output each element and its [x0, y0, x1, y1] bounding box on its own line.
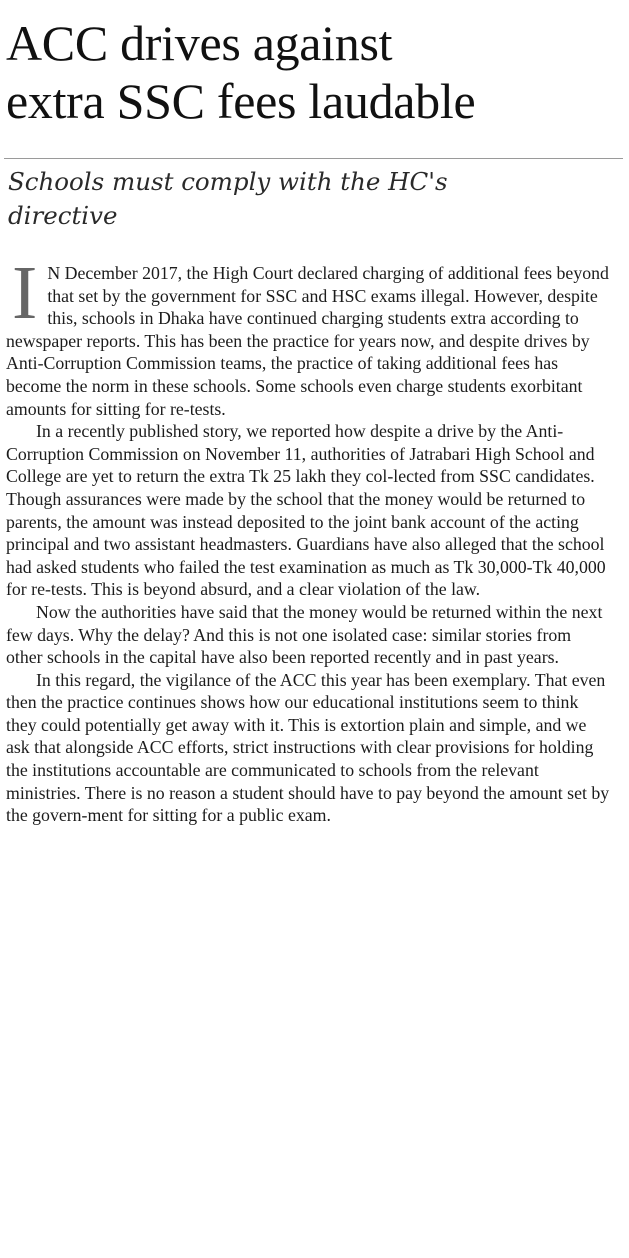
paragraph-2: In a recently published story, we reported how despite a drive by the Anti-Corruption Commission on November 11, authorities of Jatrabari High School and College are yet to return the extra Tk 25 lakh they col-lected from SSC candidates. Though assurances were made by the school that the money would be returned to parents, the amount was instead deposited to the joint bank account of the acting principal and two assistant headmasters. Guardians have also alleged that the school had asked students who failed the test examination as much as Tk 30,000-Tk 40,000 for re-tests. This is beyond absurd, and a clear violation of the law.	[6, 421, 606, 600]
subheadline	[8, 165, 608, 233]
paragraph-3: Now the authorities have said that the money would be returned within the next few days. Why the delay? And this is not one isolated case: similar stories from other schools in the capital have also been reported recently and in past years.	[6, 601, 603, 668]
paragraph-1-text: N December 2017, the High Court declared charging of additional fees beyond that set by the government for SSC and HSC exams illegal. However, despite this, schools in Dhaka have continued charging students extra according to newspaper reports. This has been the practice for years now, and despite drives by Anti-Corruption Commission teams, the practice of taking additional fees has become the norm in these schools. Some schools even charge students exorbitant amounts for sitting for re-tests.	[6, 263, 609, 419]
paragraph-4: In this regard, the vigilance of the ACC this year has been exemplary. That even then the practice continues shows how our educational institutions seem to think they could potentially get away with it. This is extortion plain and simple, and we ask that alongside ACC efforts, strict instructions with clear provisions for holding the institutions accountable are communicated to schools from the relevant ministries. There is no reason a student should have to pay beyond the amount set by the govern-ment for sitting for a public exam.	[6, 669, 610, 826]
headline-line-1: ACC drives against	[6, 15, 393, 71]
subheadline-line-2: directive	[8, 201, 118, 230]
headline	[6, 14, 621, 130]
headline-line-2: extra SSC fees laudable	[6, 73, 476, 129]
article-body	[6, 251, 612, 827]
subheadline-line-1: Schools must comply with the HC's	[8, 167, 448, 196]
headline-divider	[4, 158, 623, 159]
drop-cap: I	[12, 251, 38, 335]
paragraph-1	[6, 251, 612, 420]
